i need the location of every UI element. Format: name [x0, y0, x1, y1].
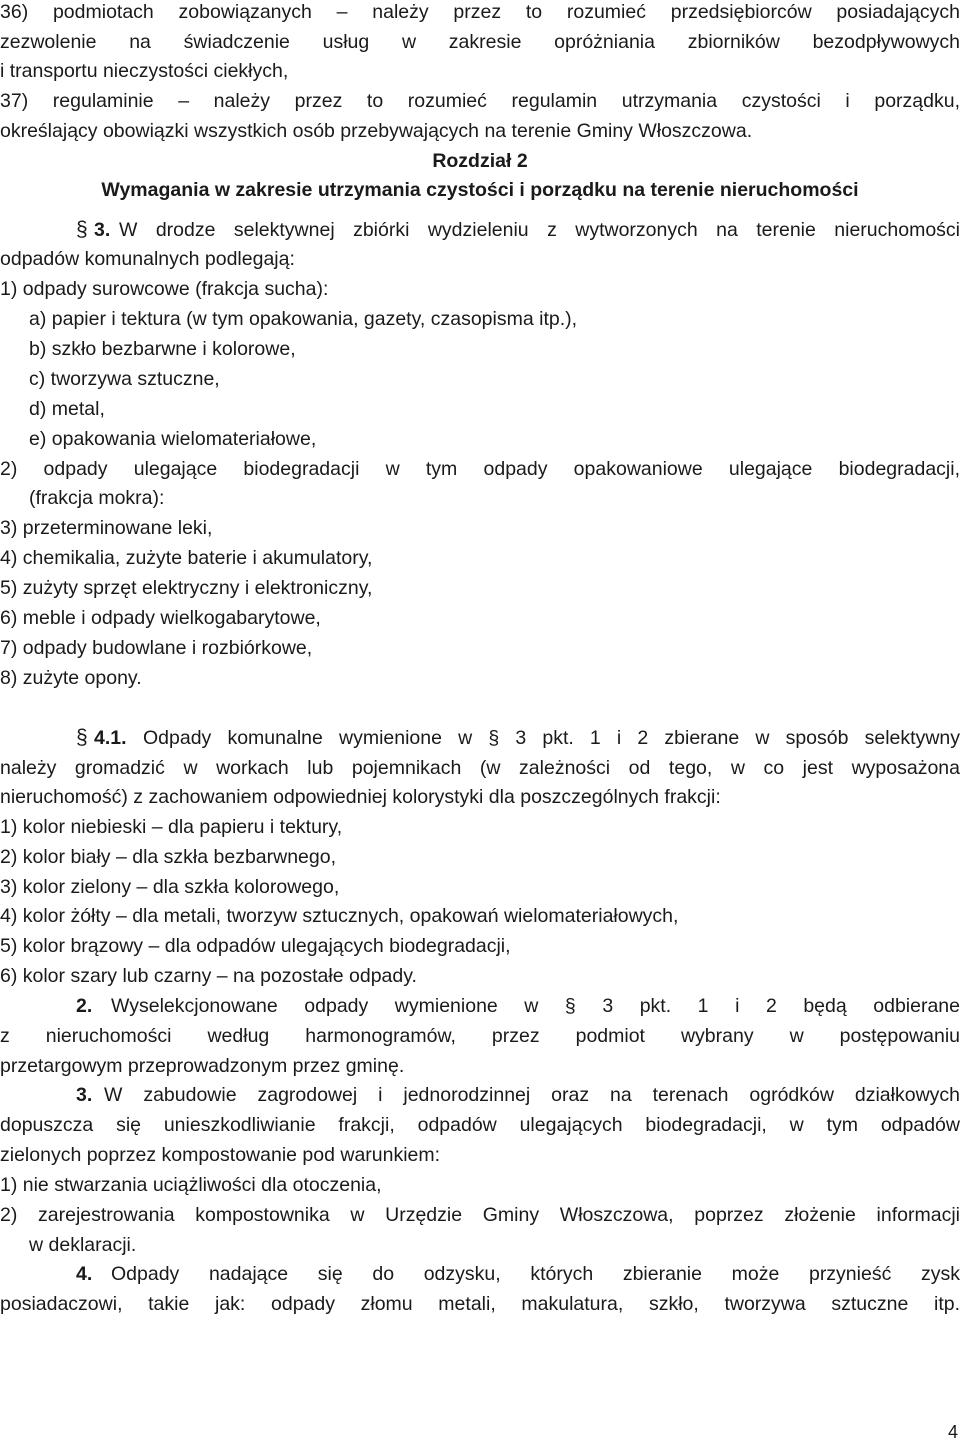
- section-symbol: §: [76, 218, 88, 241]
- list-item: w deklaracji.: [29, 1234, 137, 1256]
- list-item: d) metal,: [29, 398, 105, 420]
- subsection-3-line-2: dopuszcza się unieszkodliwianie frakcji, odpadów ulegających biodegradacji, w tym odpadów: [0, 1114, 960, 1136]
- subsection-2-line-2: z nieruchomości według harmonogramów, przez podmiot wybrany w postępowaniu: [0, 1025, 960, 1047]
- list-item: 3) przeterminowane leki,: [0, 517, 213, 539]
- section-symbol: §: [76, 726, 88, 749]
- color-item: 4) kolor żółty – dla metali, tworzyw sztucznych, opakowań wielomateriałowych,: [0, 905, 679, 927]
- list-item: (frakcja mokra):: [29, 487, 165, 509]
- subsection-3-line-3: zielonych poprzez kompostowanie pod warunkiem:: [0, 1144, 441, 1166]
- list-item: e) opakowania wielomateriałowe,: [29, 428, 317, 450]
- subsection-3-number: 3.: [76, 1084, 93, 1106]
- subsection-4-line-1: Odpady nadające się do odzysku, których zbieranie może przynieść zysk: [111, 1263, 960, 1285]
- definition-37-line-2: określający obowiązki wszystkich osób przebywających na terenie Gminy Włoszczowa.: [0, 120, 753, 142]
- list-item: 6) meble i odpady wielkogabarytowe,: [0, 607, 321, 629]
- list-item: 4) chemikalia, zużyte baterie i akumulatory,: [0, 547, 373, 569]
- definition-36-line-3: i transportu nieczystości ciekłych,: [0, 60, 289, 82]
- list-item: 2) zarejestrowania kompostownika w Urzędzie Gminy Włoszczowa, poprzez złożenie informacji: [0, 1204, 960, 1226]
- color-item: 2) kolor biały – dla szkła bezbarwnego,: [0, 846, 337, 868]
- color-item: 1) kolor niebieski – dla papieru i tektury,: [0, 816, 343, 838]
- list-item: 1) nie stwarzania uciążliwości dla otoczenia,: [0, 1174, 382, 1196]
- color-item: 5) kolor brązowy – dla odpadów ulegających biodegradacji,: [0, 935, 511, 957]
- section-4-line-1: Odpady komunalne wymienione w § 3 pkt. 1 i 2 zbierane w sposób selektywny: [143, 727, 960, 749]
- list-item: 8) zużyte opony.: [0, 667, 142, 689]
- color-item: 6) kolor szary lub czarny – na pozostałe odpady.: [0, 965, 417, 987]
- subsection-2-line-1: Wyselekcjonowane odpady wymienione w § 3 pkt. 1 i 2 będą odbierane: [111, 995, 960, 1017]
- list-item: 1) odpady surowcowe (frakcja sucha):: [0, 278, 329, 300]
- section-4-line-3: nieruchomość) z zachowaniem odpowiedniej kolorystyki dla poszczególnych frakcji:: [0, 786, 721, 808]
- section-3-line-2: odpadów komunalnych podlegają:: [0, 248, 295, 270]
- list-item: 5) zużyty sprzęt elektryczny i elektroniczny,: [0, 577, 373, 599]
- section-4-number: 4.1.: [94, 727, 127, 749]
- subsection-3-line-1: W zabudowie zagrodowej i jednorodzinnej oraz na terenach ogródków działkowych: [104, 1084, 960, 1106]
- definition-36-line-2: zezwolenie na świadczenie usług w zakresie opróżniania zbiorników bezodpływowych: [0, 31, 960, 53]
- section-4-line-2: należy gromadzić w workach lub pojemnikach (w zależności od tego, w co jest wyposażona: [0, 757, 960, 779]
- chapter-title: Wymagania w zakresie utrzymania czystości i porządku na terenie nieruchomości: [101, 179, 859, 201]
- subsection-2-line-3: przetargowym przeprowadzonym przez gminę.: [0, 1055, 405, 1077]
- subsection-4-number: 4.: [76, 1263, 93, 1285]
- chapter-number: Rozdział 2: [432, 150, 528, 172]
- list-item: a) papier i tektura (w tym opakowania, gazety, czasopisma itp.),: [29, 308, 578, 330]
- list-item: b) szkło bezbarwne i kolorowe,: [29, 338, 296, 360]
- definition-37-line-1: 37) regulaminie – należy przez to rozumieć regulamin utrzymania czystości i porządku,: [0, 90, 960, 112]
- list-item: 7) odpady budowlane i rozbiórkowe,: [0, 637, 313, 659]
- page-number: 4: [947, 1422, 958, 1442]
- subsection-2-number: 2.: [76, 995, 93, 1017]
- list-item: 2) odpady ulegające biodegradacji w tym odpady opakowaniowe ulegające biodegradacji,: [0, 458, 960, 480]
- section-3-line-1: W drodze selektywnej zbiórki wydzieleniu z wytworzonych na terenie nieruchomości: [119, 219, 960, 241]
- section-3-symbol: [76, 215, 88, 245]
- subsection-4-line-2: posiadaczowi, takie jak: odpady złomu metali, makulatura, szkło, tworzywa sztuczne itp.: [0, 1293, 960, 1315]
- color-item: 3) kolor zielony – dla szkła kolorowego,: [0, 876, 340, 898]
- list-item: c) tworzywa sztuczne,: [29, 368, 220, 390]
- definition-36-line-1: 36) podmiotach zobowiązanych – należy przez to rozumieć przedsiębiorców posiadających: [0, 1, 960, 23]
- section-4-symbol: [76, 723, 88, 753]
- section-3-number: 3.: [94, 219, 111, 241]
